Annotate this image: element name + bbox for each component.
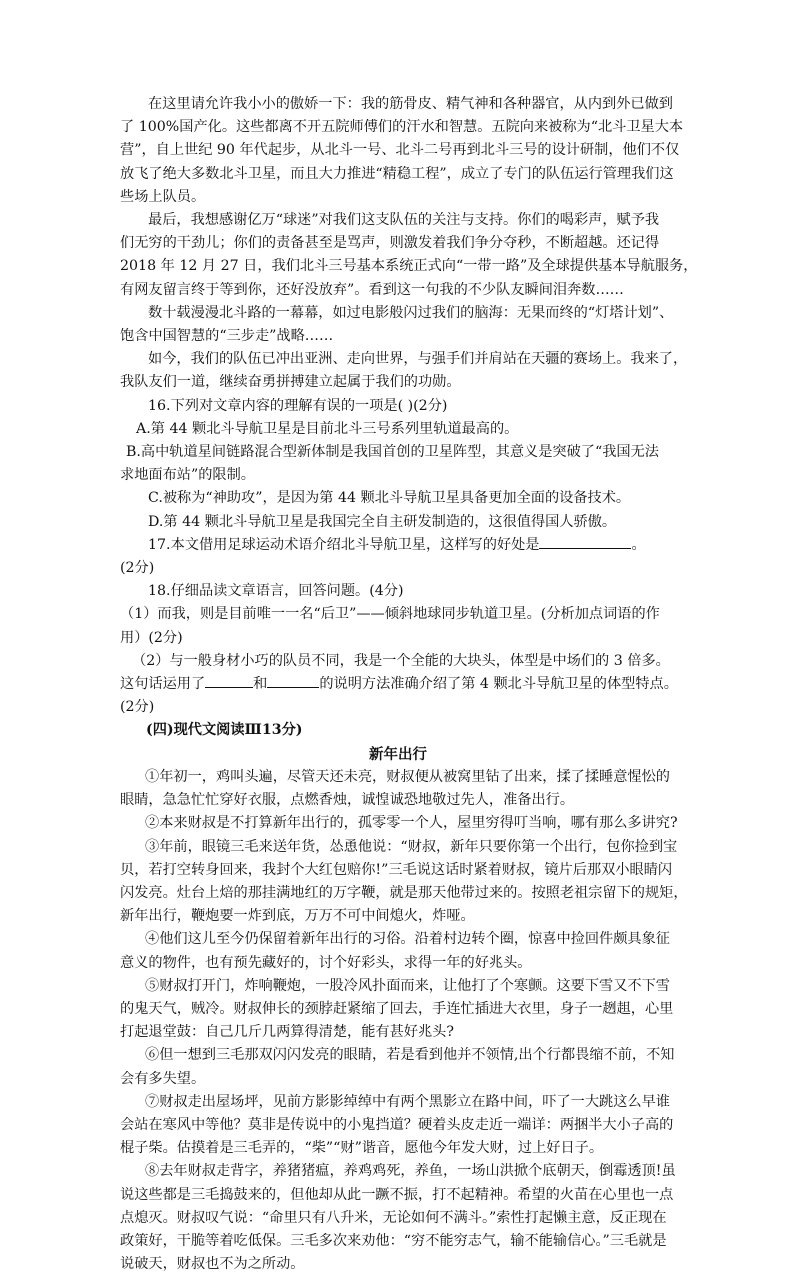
section-heading: (四)现代文阅读Ⅲ13分) <box>146 722 303 739</box>
story-line: ②本来财叔是不打算新年出行的，孤零零一个人，屋里穷得叮当响，哪有那么多讲究? <box>145 815 678 832</box>
passage-line: 数十载漫漫北斗路的一幕幕，如过电影般闪过我们的脑海：无果而终的“灯塔计划”、 <box>148 304 674 321</box>
sub2-mid: 和 <box>253 676 268 693</box>
story-line: ⑥但一想到三毛那双闪闪发亮的眼睛，若是看到他并不领情,出个行都畏缩不前，不知 <box>145 1047 675 1064</box>
story-line: 的鬼天气，贼冷。财叔伸长的颈脖赶紧缩了回去，手连忙插进大衣里，身子一趔趄，心里 <box>120 1000 674 1017</box>
answer-blank-18b[interactable] <box>267 673 319 688</box>
story-line: ④他们这儿至今仍保留着新年出行的习俗。沿着村边转个圈，惊喜中捡回件颇具象征 <box>145 931 670 948</box>
story-line: ⑦财叔走出屋场坪，见前方影影绰绰中有两个黑影立在路中间，吓了一大跳这么早谁 <box>145 1093 670 1110</box>
sub2-post: 的说明方法准确介绍了第 4 颗北斗导航卫星的体型特点。 <box>319 676 678 693</box>
sub2-pre: 这句话运用了 <box>120 676 206 693</box>
story-line: 说这些都是三毛捣鼓来的，但他却从此一蹶不振，打不起精神。希望的火苗在心里也一点 <box>120 1186 674 1203</box>
question-18-sub2-cont <box>120 673 676 696</box>
passage-line: 些场上队员。 <box>120 188 206 205</box>
passage-line: 我队友们一道，继续奋勇拼搏建立起属于我们的功勋。 <box>120 374 461 391</box>
story-line: 眼睛，急急忙忙穿好衣服，点燃香烛，诚惶诚恐地敬过先人，准备出行。 <box>120 792 575 809</box>
story-line: 政策好，干脆等着吃低保。三毛多次来劝他：“穷不能穷志气，输不能输信心。”三毛就是 <box>120 1232 667 1249</box>
question-18-sub2: （2）与一般身材小巧的队员不同，我是一个全能的大块头，体型是中场们的 3 倍多。 <box>132 652 670 669</box>
exam-page <box>120 93 698 1276</box>
story-line: 打起退堂鼓：自己几斤几两算得清楚，能有甚好兆头? <box>120 1024 454 1041</box>
question-17-score: (2分) <box>120 560 155 577</box>
answer-blank-18a[interactable] <box>205 673 253 688</box>
story-line: 说破天，财叔也不为之所动。 <box>120 1256 305 1273</box>
passage-line: 们无穷的干劲儿；你们的责备甚至是骂声，则激发着我们争分夺秒，不断超越。还记得 <box>120 235 660 252</box>
story-line: 会站在寒风中等他？莫非是传说中的小鬼挡道？硬着头皮走近一端详：两捆半大小子高的 <box>120 1116 674 1133</box>
story-line: 新年出行，鞭炮要一炸到底，万万不可中间熄火，炸哑。 <box>120 908 475 925</box>
passage-line: 营”，自上世纪 90 年代起步，从北斗一号、北斗二号再到北斗三号的设计研制，他们不仅 <box>120 142 680 159</box>
option-c: C.被称为“神助攻”，是因为第 44 颗北斗导航卫星具备更加全面的设备技术。 <box>148 490 631 507</box>
story-line: 棍子柴。估摸着是三毛弄的，“柴”“财”谐音，愿他今年发大财，过上好日子。 <box>120 1140 604 1157</box>
passage-line: 2018 年 12 月 27 日，我们北斗三号基本系统正式向“一带一路”及全球提供基本导航服务， <box>120 258 698 275</box>
option-b-cont: 求地面布站”的限制。 <box>120 467 255 484</box>
option-b: B.高中轨道星间链路混合型新体制是我国首创的卫星阵型，其意义是突破了“我国无法 <box>126 444 659 461</box>
passage-line: 最后，我想感谢亿万“球迷”对我们这支队伍的关注与支持。你们的喝彩声，赋予我 <box>148 212 660 229</box>
story-line: 闪发亮。灶台上焙的那挂满地红的万字鞭，就是那天他带过来的。按照老祖宗留下的规矩， <box>120 884 688 901</box>
option-a: A.第 44 颗北斗导航卫星是目前北斗三号系列里轨道最高的。 <box>136 420 519 437</box>
passage-line: 如今，我们的队伍已冲出亚洲、走向世界，与强手们并肩站在天疆的赛场上。我来了， <box>148 351 688 368</box>
passage-line: 饱含中国智慧的“三步走”战略…… <box>120 328 334 345</box>
story-line: 贝，若打空转身回来，我封个大红包赔你!”三毛说这话时紧着财叔，镜片后那双小眼睛闪 <box>120 861 673 878</box>
story-line: ⑧去年财叔走背字，养猪猪瘟，养鸡鸡死，养鱼，一场山洪掀个底朝天，倒霉透顶!虽 <box>145 1163 676 1180</box>
question-18-sub1: （1）而我，则是目前唯一一名“后卫”——倾斜地球同步轨道卫星。(分析加点词语的作 <box>120 606 660 623</box>
story-line: 意义的物件，也有预先藏好的，讨个好彩头，求得一年的好兆头。 <box>120 954 532 971</box>
question-16-stem: 16.下列对文章内容的理解有误的一项是( )(2分) <box>148 397 448 414</box>
story-line: ①年初一，鸡叫头遍，尽管天还未亮，财叔便从被窝里钻了出来，揉了揉睡意惺忪的 <box>145 768 670 785</box>
story-body <box>120 766 688 1276</box>
passage-line: 有网友留言终于等到你，还好没放弃”。看到这一句我的不少队友瞬间泪奔数…… <box>120 281 624 298</box>
story-title: 新年出行 <box>369 745 427 763</box>
passage-line: 了 100%国产化。这些都离不开五院师傅们的汗水和智慧。五院向来被称为“北斗卫星大本 <box>120 119 684 136</box>
question-18-sub1-cont: 用）(2分) <box>120 629 183 646</box>
story-line: 会有多失望。 <box>120 1070 206 1087</box>
passage-line: 放飞了绝大多数北斗卫星，而且大力推进“精稳工程”，成立了专门的队伍运行管理我们这 <box>120 165 674 182</box>
question-17-end: 。 <box>631 536 646 553</box>
question-17-text: 17.本文借用足球运动术语介绍北斗导航卫星，这样写的好处是 <box>148 536 540 553</box>
question-18-score: (2分) <box>120 699 155 716</box>
passage-line: 在这里请允许我小小的傲娇一下：我的筋骨皮、精气神和各种器官，从内到外已做到 <box>148 96 673 112</box>
answer-blank-17[interactable] <box>539 534 631 549</box>
story-line: ③年前，眼镜三毛来送年货，怂恿他说：“财叔，新年只要你第一个出行，包你捡到宝 <box>145 838 678 855</box>
question-17 <box>120 534 676 557</box>
story-line: 点熄灭。财叔叹气说：“命里只有八升米，无论如何不满斗。”索性打起懒主意，反正现在 <box>120 1209 667 1226</box>
question-18-stem: 18.仔细品读文章语言，回答问题。(4分) <box>148 583 404 600</box>
story-line: ⑤财叔打开门，炸响鞭炮，一股冷风扑面而来，让他打了个寒颤。这要下雪又不下雪 <box>145 977 670 994</box>
option-d: D.第 44 颗北斗导航卫星是我国完全自主研发制造的，这很值得国人骄傲。 <box>148 513 617 530</box>
